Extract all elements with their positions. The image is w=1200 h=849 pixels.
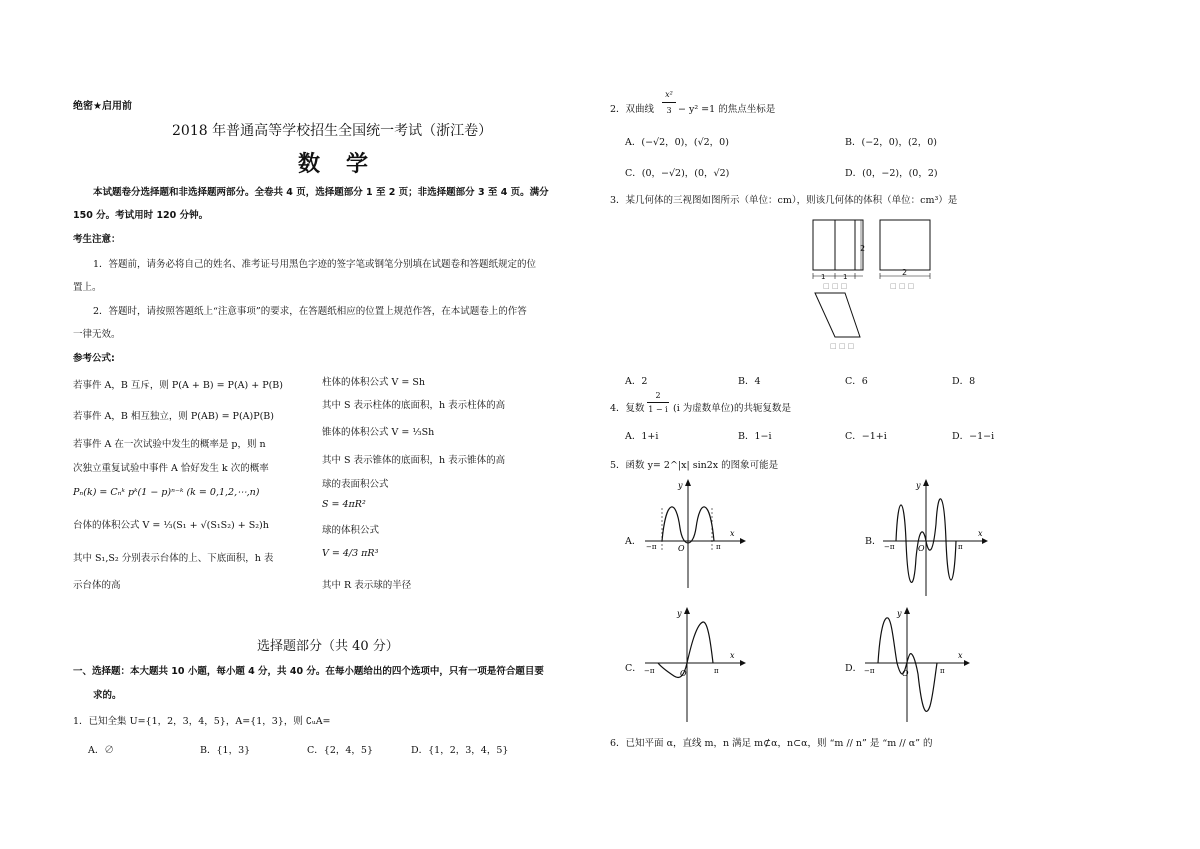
q4-stem-prefix: 4．复数 <box>610 403 645 414</box>
origin-label: O <box>902 669 909 678</box>
q2-fraction-numerator: x² <box>665 90 673 99</box>
q3-option-b: B．4 <box>738 376 761 387</box>
q1-option-c: C．{2，4，5} <box>307 745 373 756</box>
x-label: x <box>730 651 735 660</box>
x-label: x <box>978 529 983 538</box>
q3-top-view-label: □ □ □ <box>830 342 855 350</box>
q1-option-d: D．{1，2，3，4，5} <box>411 745 509 756</box>
formula-right-3: 锥体的体积公式 V = ⅓Sh <box>322 427 435 438</box>
notice-heading: 考生注意： <box>73 234 121 245</box>
q5-stem: 5．函数 y= 2^|x| sin2x 的图象可能是 <box>610 460 779 471</box>
formula-left-6: 台体的体积公式 V = ⅓(S₁ + √(S₁S₂) + S₂)h <box>73 520 269 531</box>
origin-label: O <box>680 669 687 678</box>
neg-pi-label: −π <box>644 667 655 675</box>
neg-pi-label: −π <box>646 543 657 551</box>
exam-title: 2018 年普通高等学校招生全国统一考试（浙江卷） <box>172 123 493 139</box>
formula-left-8: 示台体的高 <box>73 580 121 591</box>
q3-dim-2-horizontal: 2 <box>902 268 908 277</box>
formula-right-4: 其中 S 表示锥体的底面积，h 表示锥体的高 <box>322 455 506 466</box>
q3-side-view-label: □ □ □ <box>890 282 915 290</box>
q2-option-c: C．(0，−√2)，(0，√2) <box>625 168 730 179</box>
subject-title: 数 学 <box>298 152 371 177</box>
y-label: y <box>677 609 682 618</box>
q4-fraction-denominator: 1 − i <box>648 405 668 414</box>
formula-left-1: 若事件 A，B 互斥，则 P(A + B) = P(A) + P(B) <box>73 380 283 391</box>
intro-line-1: 本试题卷分选择题和非选择题两部分。全卷共 4 页，选择题部分 1 至 2 页；非选择题部分 3 至 4 页。满分 <box>93 187 549 198</box>
formula-left-5: Pₙ(k) = Cₙᵏ pᵏ(1 − p)ⁿ⁻ᵏ (k = 0,1,2,⋯,n) <box>73 487 260 498</box>
q5-graph-d <box>860 606 972 724</box>
intro-line-2: 150 分。考试用时 120 分钟。 <box>73 210 209 221</box>
q3-option-d: D．8 <box>952 376 976 387</box>
formula-heading: 参考公式: <box>73 353 115 364</box>
q2-stem-prefix: 2．双曲线 <box>610 104 655 115</box>
formula-right-1: 柱体的体积公式 V = Sh <box>322 377 426 388</box>
origin-label: O <box>918 544 925 553</box>
y-label: y <box>678 481 683 490</box>
formula-left-7: 其中 S₁,S₂ 分别表示台体的上、下底面积，h 表 <box>73 553 274 564</box>
pi-label: π <box>716 543 721 551</box>
q4-fraction-bar <box>647 402 669 403</box>
notice-item-2-cont: 一律无效。 <box>73 329 121 340</box>
q4-stem-suffix: (i 为虚数单位)的共轭复数是 <box>673 403 791 414</box>
neg-pi-label: −π <box>864 667 875 675</box>
q3-dim-1a: 1 <box>821 273 826 281</box>
notice-item-1-cont: 置上。 <box>73 282 102 293</box>
formula-left-2: 若事件 A，B 相互独立，则 P(AB) = P(A)P(B) <box>73 411 274 422</box>
q5-option-b: B． <box>865 536 882 547</box>
q3-option-a: A．2 <box>625 376 648 387</box>
formula-right-5: 球的表面积公式 <box>322 479 389 490</box>
q1-option-b: B．{1，3} <box>200 745 251 756</box>
q6-stem: 6．已知平面 α，直线 m，n 满足 m⊄α，n⊂α，则 “m // n” 是 “m // α” 的 <box>610 738 933 749</box>
q5-graph-c <box>640 606 750 724</box>
formula-right-7: 球的体积公式 <box>322 525 380 536</box>
section-instructions-cont: 求的。 <box>93 690 122 701</box>
q3-front-view-label: □ □ □ <box>823 282 848 290</box>
formula-left-3: 若事件 A 在一次试验中发生的概率是 p，则 n <box>73 439 266 450</box>
q5-option-d: D． <box>845 663 863 674</box>
y-label: y <box>916 481 921 490</box>
x-label: x <box>958 651 963 660</box>
curve <box>658 622 713 678</box>
secret-label: 绝密★启用前 <box>73 101 132 112</box>
notice-item-1: 1．答题前，请务必将自己的姓名、准考证号用黑色字迹的签字笔或钢笔分别填在试题卷和答题纸规定的位 <box>93 259 537 270</box>
section-title: 选择题部分（共 40 分） <box>257 639 399 654</box>
q2-fraction-bar <box>662 102 676 103</box>
formula-right-9: 其中 R 表示球的半径 <box>322 580 412 591</box>
q2-option-a: A．(−√2，0)，(√2，0) <box>625 137 729 148</box>
q5-option-a: A． <box>625 536 642 547</box>
pi-label: π <box>940 667 945 675</box>
q3-three-view-diagram <box>805 215 955 355</box>
q4-option-a: A．1+i <box>625 431 659 442</box>
x-label: x <box>730 529 735 538</box>
q2-option-d: D．(0，−2)，(0，2) <box>845 168 938 179</box>
q1-option-a: A．∅ <box>88 745 114 756</box>
q4-option-c: C．−1+i <box>845 431 887 442</box>
origin-label: O <box>678 544 685 553</box>
formula-right-8: V = 4/3 πR³ <box>322 548 379 559</box>
q4-option-b: B．1−i <box>738 431 772 442</box>
front-view <box>813 220 866 279</box>
q2-fraction-denominator: 3 <box>666 106 672 115</box>
q1-stem: 1．已知全集 U={1，2，3，4，5}，A={1，3}，则 ∁ᵤA= <box>73 716 331 727</box>
y-label: y <box>897 609 902 618</box>
formula-left-4: 次独立重复试验中事件 A 恰好发生 k 次的概率 <box>73 463 269 474</box>
q2-stem-suffix: − y² =1 的焦点坐标是 <box>678 104 776 115</box>
pi-label: π <box>714 667 719 675</box>
notice-item-2: 2．答题时，请按照答题纸上“注意事项”的要求，在答题纸相应的位置上规范作答，在本试题卷上的作答 <box>93 306 527 317</box>
q5-graph-a <box>640 478 750 593</box>
q3-option-c: C．6 <box>845 376 868 387</box>
formula-right-6: S = 4πR² <box>322 499 366 510</box>
q5-option-c: C． <box>625 663 642 674</box>
q2-option-b: B．(−2，0)，(2，0) <box>845 137 937 148</box>
q3-dim-1b: 1 <box>843 273 848 281</box>
q3-stem: 3．某几何体的三视图如图所示（单位：cm），则该几何体的体积（单位：cm³）是 <box>610 195 958 206</box>
q4-fraction-numerator: 2 <box>655 391 661 400</box>
neg-pi-label: −π <box>884 543 895 551</box>
section-instructions: 一、选择题：本大题共 10 小题，每小题 4 分，共 40 分。在每小题给出的四个选项中，只有一项是符合题目要 <box>73 666 544 677</box>
formula-right-2: 其中 S 表示柱体的底面积，h 表示柱体的高 <box>322 400 506 411</box>
q3-dim-2-vertical: 2 <box>860 244 866 253</box>
q5-graph-b <box>878 478 990 598</box>
q4-option-d: D．−1−i <box>952 431 995 442</box>
top-view <box>815 293 860 337</box>
pi-label: π <box>958 543 963 551</box>
